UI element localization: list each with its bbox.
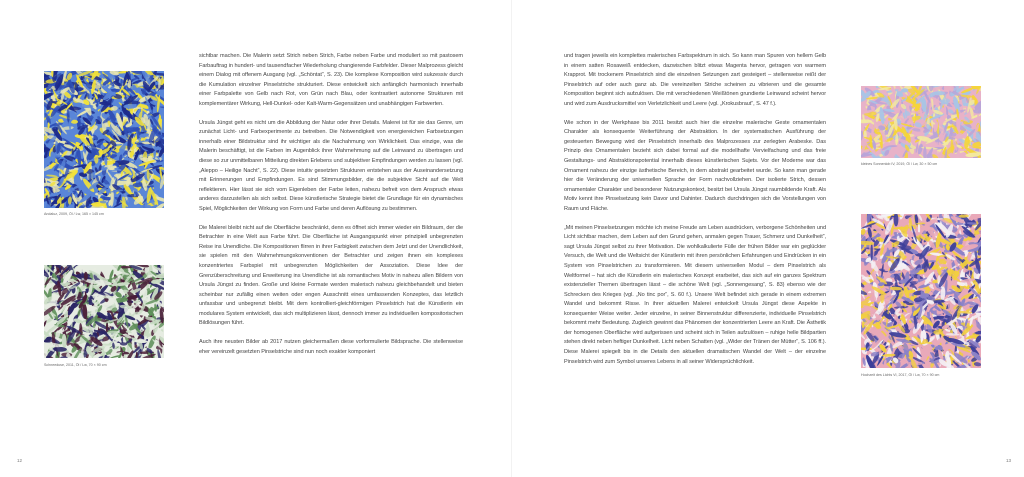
artwork-schneeduse-image — [44, 265, 164, 358]
brushstroke — [84, 272, 88, 281]
paragraph: Die Malerei bleibt nicht auf die Oberfläche beschränkt, denn es öffnet sich immer wieder ein Bildraum, der die Betrachter in eine Welt aus Farbe führt. Die Oberfläche ist Ausgangspunkt einer prinzipiell unbegrenzten Reise ins Unendliche. Die Kompositionen flirren in ihrer Farbigkeit zwischen dem Jetzt und der Unendlichkeit, sie spielen mit den Wahrnehmungskonventionen der Betrachter und zeigen ihnen ein komplexes konzentriertes Farbspiel mit unbegrenzten Möglichkeiten der Assoziation. Diese Idee der Grenzüberschreitung und Erweiterung ins Unendliche ist als romantisches Motiv in nahezu allen Bildern von Ursula Jüngst zu finden. Große und kleine Formate werden malerisch nahezu gleichbehandelt und bieten scheinbar nur zufällig einen weiten oder engen Ausschnitt eines umfassenden Konzeptes, das letztlich unfassbar und unbegrenzt bleibt. Mit dem kontrolliert-gleichförmigen Pinselstrich hat die Künstlerin ein modulares System entwickelt, das sich multiplizieren lässt, dennoch immer zu individuellen kompositorischen Bildlösungen führt. — [199, 224, 463, 327]
artwork-hochzeit-des-lichts — [861, 214, 981, 368]
artwork-caption: Schneeduse, 2011, Öl / Lw, 70 × 90 cm — [44, 363, 107, 367]
paragraph: Wie schon in der Werkphase bis 2011 besitzt auch hier die einzelne malerische Geste ornamentalen Charakter als konsequente Weiterführung der Abstraktion. In der systematischen Ausführung der gesteuerten Bewegung wird der Pinselstrich innerhalb des Malprozesses zur zerlegten Arabeske. Das Prinzip des Ornamentalen bezieht sich dabei formal auf die modellhafte Vervielfachung und das freie Gestaltungs- und Abstraktionspotential innerhalb dieses künstlerischen Sujets. Vor der Moderne war das Ornament nahezu der einzige ästhetische Bereich, in dem abstrakt gearbeitet wurde. So kann man gerade hier die Veränderung der universellen Sprache der Form nachvollziehen. Der isolierte Strich, dessen ornamentaler Charakter und besonderer Nutzungskontext, besitzt bei Ursula Jüngst raumbildende Kraft. Als Motiv kennt ihre Pinselsetzung kein Davor und Dahinter. Dadurch durchdringen sich die Vorstellungen von Raum und Fläche. — [564, 119, 826, 212]
artwork-caption: kleines Sonnenlob IV, 2019, Öl / Lw, 30 × 50 cm — [861, 162, 938, 166]
artwork-andalucia-image — [44, 71, 164, 208]
page-number: 12 — [17, 458, 23, 463]
artwork-andalucia — [44, 71, 164, 208]
page-number: 13 — [1006, 458, 1012, 463]
body-text-column — [564, 52, 826, 367]
artwork-caption: Hochzeit des Lichts VI, 2017, Öl / Lw, 70 × 90 cm — [861, 373, 940, 377]
artwork-sonnenlob — [861, 86, 981, 158]
artwork-hochzeit-image — [861, 214, 981, 368]
paragraph: sichtbar machen. Die Malerin setzt Strich neben Strich, Farbe neben Farbe und moduliert so mit pastosem Farbauftrag in hundert- und tausendfacher Wiederholung changierende Farbfelder. Dieser Malprozess gleicht einem Dialog mit offenem Ausgang (vgl. „Schöntat“, S. 23). Die komplexe Komposition wird sukzessiv durch die Kumulation einzelner Pinselstriche strukturiert. Diese entwickelt sich anfänglich harmonisch innerhalb einer Farbpalette von Gelb nach Rot, von Grün nach Blau, oder kontrastiert autonome Strukturen mit komplementärer Wirkung, Hell-Dunkel- oder Kalt-Warm-Gegensätzen und unabhängigen Farbwerten. — [199, 53, 463, 107]
paragraph: Auch ihre neusten Bilder ab 2017 nutzen gleichermaßen diese vorformulierte Bildsprache. Die stellenweise eher vereinzelt gesetzten Pinselstriche sind nun noch exakter komponiert — [199, 339, 463, 355]
paragraph: „Mit meinen Pinselsetzungen möchte ich meine Freude am Leben ausdrücken, verborgene Schönheiten und Licht sichtbar machen, dem Leben auf den Grund gehen, anmalen gegen Trauer, Schmerz und Dunkelheit“, sagt Ursula Jüngst selbst zu ihrer Motivation. Die wohlkalkulierte Fülle der frühen Bilder war ein geglückter Versuch, die Welt und die Weltsicht der Künstlerin mit ihren persönlichen Erfahrungen und Eindrücken in ein System von Pinselstrichen zu transformieren. Mit diesem universellen Modul – dem Pinselstrich als Weltformel – hat sich die Künstlerin ein malerisches Konzept erarbeitet, das sich auf ein ganzes Spektrum existenzieller Themen übertragen lässt – die schöne Welt (vgl. „Sonnengesang“, S. 83) ebenso wie der Schrecken des Krieges (vgl. „No tinc por“, S. 60 f.). Unsere Welt befindet sich gerade in einem extremen Wandel und bekommt Risse. In ihrer aktuellen Malerei entwickelt Ursula Jüngst diese Aspekte in konsequenter Weise weiter. Jeder einzelne, in seiner Binnenstruktur differenzierte, individuelle Pinselstrich bekommt mehr Bedeutung. Zugleich gewinnt das Phänomen der konzentrierten Leere an Kraft. Die Ästhetik der homogenen Oberfläche wird aufgerissen und scheint sich in Teilen aufzulösen – ruhige helle Bildpartien stehen direkt neben heftiger Dunkelheit. Licht neben Schatten (vgl. „Wider der Tränen der Mütter“, S. 106 ff.). Diese Malerei spiegelt bis in die Details den aktuellen dramatischen Wandel der Welt – der einzelne Pinselstrich wird zum Symbol unseres Lebens in all seiner Widersprüchlichkeit. — [564, 224, 826, 365]
artwork-schneeduse — [44, 265, 164, 358]
artwork-caption: Andaluz, 2009, Öl / Lw, 165 × 145 cm — [44, 212, 104, 216]
body-text-column — [199, 52, 463, 358]
right-page — [512, 0, 1024, 477]
paragraph: Ursula Jüngst geht es nicht um die Abbildung der Natur oder ihrer Details. Malerei ist für sie das Genre, um zunächst Licht- und Farbexperimente zu betreiben. Die Notwendigkeit von energiereichen Farbsetzungen innerhalb einer Bildstruktur sind ihr wichtiger als die Nachahmung von Wirklichkeit. Das einzige, was die Malerin beschäftigt, ist die Farben im Augenblick ihrer Wahrnehmung auf die Leinwand zu übertragen und diese so zur unmittelbaren Mitteilung direkten Erlebens und subjektiver Empfindungen werden zu lassen (vgl. „Aleppo – Heilige Nacht“, S. 22). Diese intuitiv gesetzten Strukturen entstehen aus der Auseinandersetzung mit Erinnerungen und Empfindungen. Es sind Stimmungsbilder, die die subjektive Sicht auf die Welt reflektieren. Hier lässt sie sich vom Eigenleben der Farbe leiten, nahezu befreit von dem Anspruch etwas anderes darzustellen als sich selbst. Diese künstlerische Strategie bietet die Grundlage für ein dynamisches Spiel, Möglichkeiten der Wirkung von Form und Farbe und deren Auflösung zu bestimmen. — [199, 119, 463, 212]
artwork-sonnenlob-image — [861, 86, 981, 158]
paragraph: und tragen jeweils ein komplettes malerisches Farbspektrum in sich. So kann man Spuren von hellem Gelb in einem satten Rosaweiß entdecken, dazwischen blitzt etwas Magenta hervor, getragen von warmem Krapprot. Mit trockenem Pinselstrich sind die einzelnen Setzungen zart gesteigert – stellenweise reißt der Pinselstrich auf oder auch ganz ab. Die vereinzelten Striche scheinen zu vibrieren und die gesamte Komposition beginnt sich aufzulösen. Die mit verschiedenen Weißtönen grundierte Leinwand scheint hervor und wird zum Ausdrucksmittel von Verletzlichkeit und Leere (vgl. „Krokusbraut“, S. 47 f.). — [564, 53, 826, 107]
